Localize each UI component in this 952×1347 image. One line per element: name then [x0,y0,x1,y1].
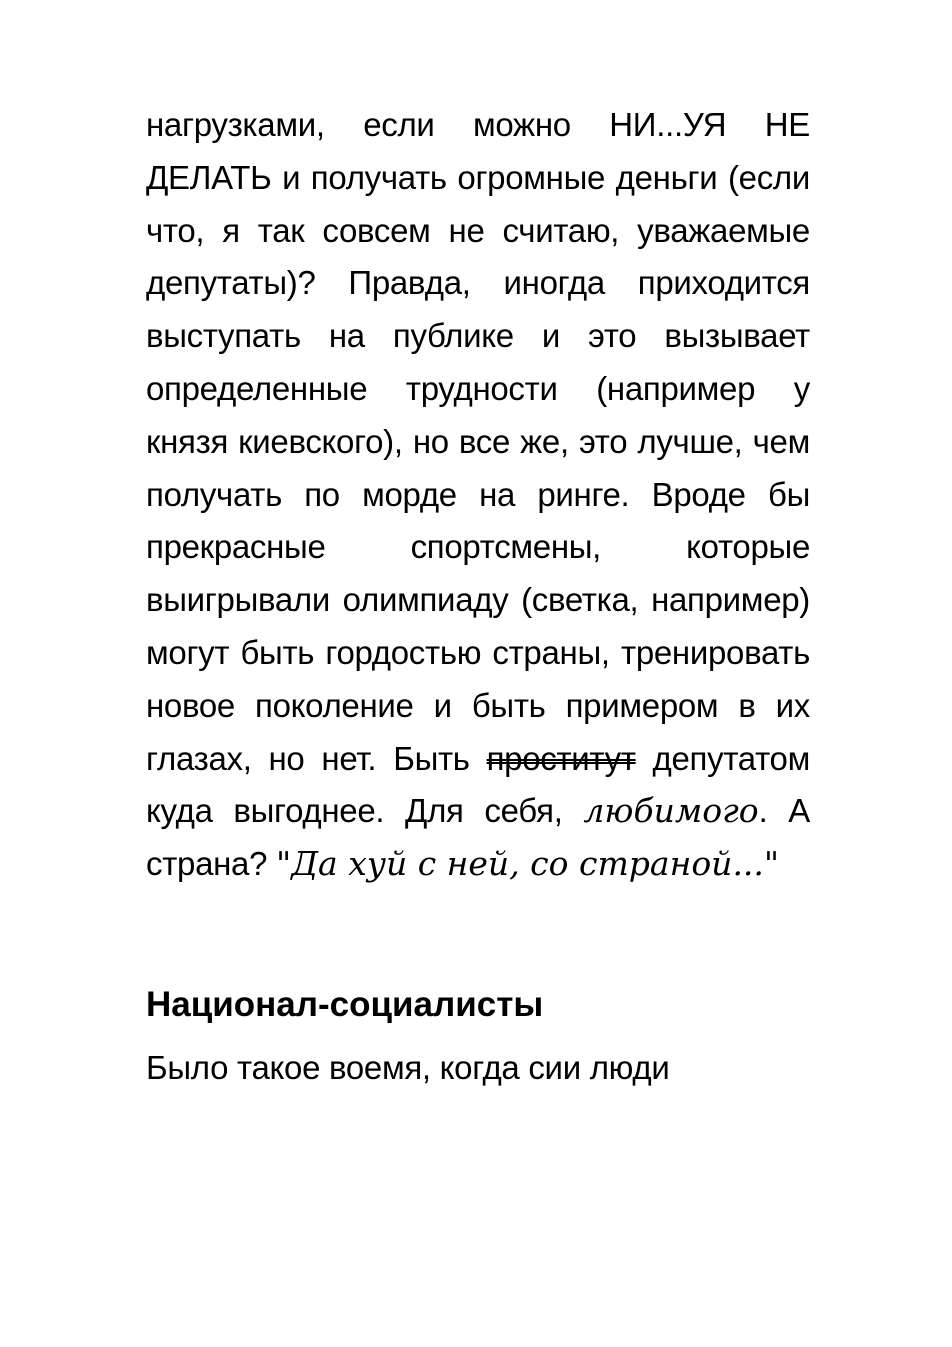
italic-text: любимого [583,791,759,831]
section-heading: Национал-социалисты [146,984,544,1024]
paragraph-continued [146,99,810,891]
paragraph-text: депутатом куда выгоднее. Для себя, [146,739,810,830]
paragraph-text: . А страна? [146,792,810,883]
italic-quote-text: "Да хуй с ней, со страной..." [276,844,780,884]
paragraph-text: нагрузками, если можно НИ...УЯ НЕ ДЕЛАТЬ и получать огромные деньги (если что, я так совсем не считаю, уважаемые депутаты)? Правда, иногда приходится выступать на публике и это вызывает определенные трудности (например у князя киевского), но все же, это лучше, чем получать по морде на ринге. Вроде бы прекрасные спортсмены, которые выигрывали олимпиаду (светка, например) могут быть гордостью страны, тренировать новое поколение и быть примером в их глазах, но нет. Быть [146,106,810,777]
strikethrough-text: проститут [486,739,636,777]
paragraph: Было такое воемя, когда сии люди [146,1048,670,1086]
